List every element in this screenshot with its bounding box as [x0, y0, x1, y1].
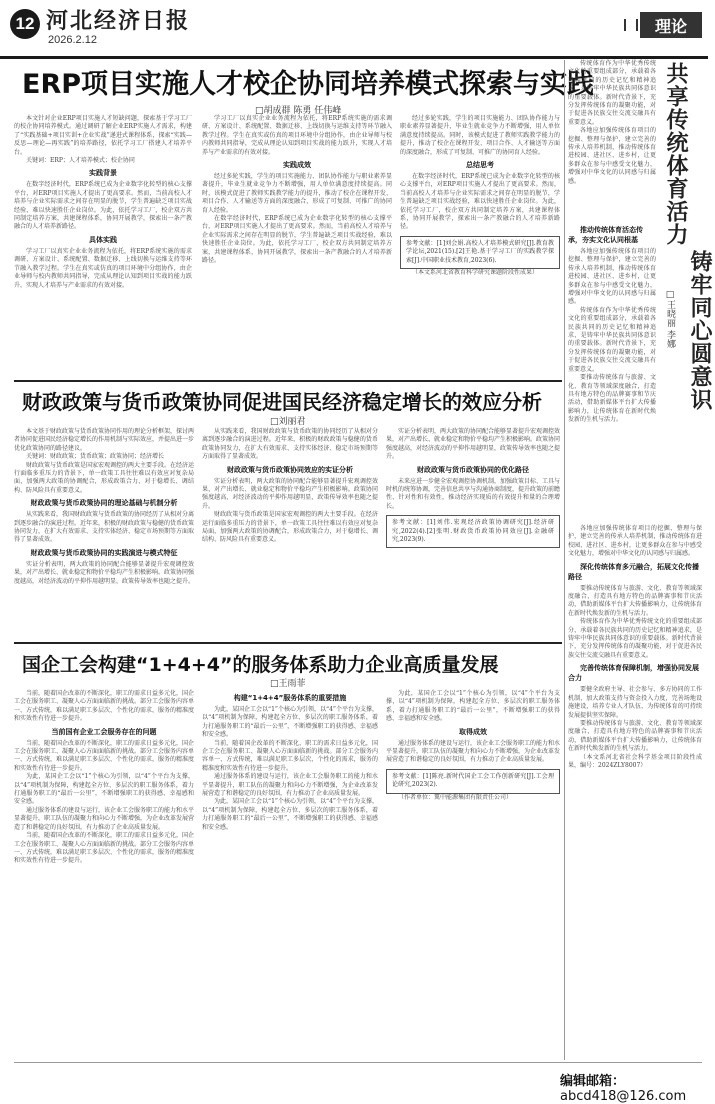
article2-section-4: 财政政策与货币政策协同的优化路径: [417, 465, 529, 474]
editor-email[interactable]: abcd418@126.com: [560, 1089, 687, 1104]
article1-references: 参考文献：[1]刘会娟.高校人才培养模式研究[J].教育教学论坛,2021(15).[2]王艳.基于学习工厂的实践教学探索[J].中国职业技术教育,2023(6).: [400, 236, 560, 269]
article2-body-c-col1: 实证分析表明，两大政策的协同配合能够显著提升宏观调控效果，对产出增长、就业稳定和物价平稳均产生积极影响。政策协同强度越高，对经济波动的平抑作用越明显，政策传导效率也随之提升。: [14, 560, 195, 585]
article3-body-c: 通过服务体系的建设与运行，该企业工会服务职工的能力和水平显著提升，职工队伍的凝聚力和向心力不断增强，为企业改革发展营造了和谐稳定的良好氛围，有力推动了企业高质量发展。: [386, 739, 561, 764]
article1-abstract: 本文针对企业ERP项目实施人才短缺问题，探索基于学习工厂的校企协同培养模式。通过调研了解企业ERP实施人才需求，构建了“实践基础+项目实训+企业实战”递进式课程体系，探索“实践—反思—理论—再实践”的培养路径，依托学习工厂搭建人才培养平台。: [14, 115, 192, 156]
article2-body-c-cont: 实证分析表明，两大政策的协同配合能够显著提升宏观调控效果，对产出增长、就业稳定和物价平稳均产生积极影响。政策协同强度越高，对经济波动的平抑作用越明显，政策传导效率也随之提升。: [386, 428, 561, 461]
article2-abstract: 本文基于财政政策与货币政策协同作用的理论分析框架，探讨两者协同促进国民经济稳定增长的作用机制与实际效应，并提出进一步优化政策协同的路径建议。: [14, 428, 195, 452]
divider: [14, 642, 562, 644]
side-col-bottom: [568, 525, 702, 1060]
article2-references: 参考文献：[1]刘伟.宏观经济政策协调研究[J].经济研究,2022(4).[2]张明.财政货币政策协同效应[J].金融研究,2023(9).: [386, 515, 560, 548]
article3-body-a-more: 当前，随着国企改革的不断深化，职工的需求日益多元化，国企工会在服务职工、凝聚人心方面面临新的挑战。部分工会服务内容单一、方式传统，难以满足职工多层次、个性化的需求，服务的精准度和实效性有待进一步提升。: [14, 832, 195, 865]
article1-body-c-cont: 经过多轮实践，学生的项目实施能力、团队协作能力与职业素养显著提升，毕业生就业竞争力不断增强，用人单位满意度持续提高。同时，该模式促进了教师实践教学能力的提升，推动了校企在课程开发、项目合作、人才输送等方面的深度融合，形成了可复制、可推广的协同育人经验。: [400, 115, 560, 156]
side-body-d: 要健全政府主导、社会参与、多方协同的工作机制，加大政策支持与资金投入力度，完善场地设施建设，培养专业人才队伍，为传统体育的可持续发展提供坚实保障。: [568, 686, 702, 719]
article3-title: 国企工会构建“1+4+4”的服务体系助力企业高质量发展: [22, 654, 499, 676]
side-body-b: 各地应加强传统体育项目的挖掘、整理与保护，建立完善的传承人培养机制，推动传统体育进校园、进社区、进乡村，让更多群众在参与中感受文化魅力，增强对中华文化的认同感与归属感。: [568, 248, 656, 306]
divider: [14, 380, 562, 382]
article3-section-3: 取得成效: [459, 727, 487, 736]
article3-body-c-col2: 通过服务体系的建设与运行，该企业工会服务职工的能力和水平显著提升，职工队伍的凝聚力和向心力不断增强，为企业改革发展营造了和谐稳定的良好氛围，有力推动了企业高质量发展。: [202, 773, 378, 798]
footer-rule: [14, 1062, 702, 1063]
article2-body-d: 未来应进一步健全宏观调控协调机制，加强政策目标、工具与时机的统筹协调，完善信息共享与沟通协商制度，提升政策的前瞻性、针对性和有效性，推动经济实现质的有效提升和量的合理增长。: [386, 477, 561, 510]
article3-references: 参考文献：[1]陈亮.新时代国企工会工作创新研究[J].工会理论研究,2023(2).: [386, 769, 560, 794]
side-title-line1: 共享传统体育活力: [663, 62, 688, 246]
article3-body-a: 当前，随着国企改革的不断深化，职工的需求日益多元化，国企工会在服务职工、凝聚人心方面面临新的挑战。部分工会服务内容单一、方式传统，难以满足职工多层次、个性化的需求，服务的精准度和实效性有待进一步提升。: [14, 690, 195, 723]
side-title-line2: 铸牢同心圆意识: [687, 250, 712, 411]
article1-body-a-more: 在数字经济时代，ERP系统已成为企业数字化转型的核心支撑平台，对ERP项目实施人才提出了更高要求。然而，当前高校人才培养与企业实际需求之间存在明显的脱节，学生普遍缺乏项目实战经验，难以快速胜任企业岗位。为此，依托学习工厂，校企双方共同制定培养方案，共建课程体系，协同开展教学，探索出一条产教融合的人才培养新路径。: [400, 173, 560, 231]
article1-title: ERP项目实施人才校企协同培养模式探索与实践: [22, 69, 595, 100]
article2-col3: [386, 428, 560, 638]
article1-section-1: 实践背景: [89, 169, 117, 178]
article1-fund: （本文系河北省教育科学研究课题阶段性成果）: [412, 269, 539, 277]
article2-col2: [202, 428, 378, 638]
article1-body-a-cont: 在数字经济时代，ERP系统已成为企业数字化转型的核心支撑平台，对ERP项目实施人才提出了更高要求。然而，当前高校人才培养与企业实际需求之间存在明显的脱节，学生普遍缺乏项目实战经验，难以快速胜任企业岗位。为此，依托学习工厂，校企双方共同制定培养方案，共建课程体系，协同开展教学，探索出一条产教融合的人才培养新路径。: [202, 215, 392, 265]
side-section-1: 推动传统体育活态传承，夯实文化认同根基: [568, 226, 643, 244]
side-fund: （本文系河北省社会科学基金项目阶段性成果，编号：2024ZLY8007）: [568, 753, 702, 769]
article2-body-c: 实证分析表明，两大政策的协同配合能够显著提升宏观调控效果，对产出增长、就业稳定和物价平稳均产生积极影响。政策协同强度越高，对经济波动的平抑作用越明显，政策传导效率也随之提升。: [202, 477, 378, 510]
article2-title: 财政政策与货币政策协同促进国民经济稳定增长的效应分析: [22, 390, 542, 414]
article1-section-2: 具体实践: [89, 235, 117, 244]
article1-byline: □胡成群 陈勇 任伟峰: [255, 106, 342, 116]
article2-body-b-cont: 从实践来看，我国财政政策与货币政策的协同经历了从相对分离到逐步融合的演进过程。近年来，积极的财政政策与稳健的货币政策协同发力，在扩大有效需求、支持实体经济、稳定市场预期等方面取得了显著成效。: [202, 428, 378, 461]
article3-section-2: 构建“1+4+4”服务体系的重要措施: [233, 694, 347, 702]
section-label: 理论: [640, 12, 702, 38]
article2-section-1: 财政政策与货币政策协同的理论基础与机制分析: [30, 499, 178, 508]
article3-col2: [202, 690, 378, 1060]
paper-name: 河北经济日报: [46, 8, 191, 34]
masthead: [0, 0, 708, 59]
article2-section-3: 财政政策与货币政策协同效应的实证分析: [227, 465, 353, 474]
side-body-b-top: 各地应加强传统体育项目的挖掘、整理与保护，建立完善的传承人培养机制，推动传统体育进校园、进社区、进乡村，让更多群众在参与中感受文化魅力，增强对中华文化的认同感与归属感。: [568, 127, 656, 185]
article2-section-2: 财政政策与货币政策协同的实践演进与模式特征: [30, 548, 178, 557]
article3-col3: [386, 690, 560, 1060]
article1-keywords: 关键词：ERP；人才培养模式；校企协同: [26, 157, 135, 165]
article3-body-b-more: 为此，某国企工会以“1”个核心为引领，以“4”个平台为支撑，以“4”项机制为保障，构建起全方位、多层次的职工服务体系，着力打通服务职工的“最后一公里”，不断增强职工的获得感、幸福感和安全感。: [202, 798, 378, 831]
article3-body-b: 为此，某国企工会以“1”个核心为引领，以“4”个平台为支撑，以“4”项机制为保障，构建起全方位、多层次的职工服务体系，着力打通服务职工的“最后一公里”，不断增强职工的获得感、幸福感和安全感。: [202, 706, 378, 739]
side-section-2: 深化传统体育多元融合，拓展文化传播路径: [568, 562, 699, 581]
article2-keywords: 关键词：财政政策；货币政策；政策协同；经济增长: [26, 453, 165, 461]
side-body-b-bottom: 各地应加强传统体育项目的挖掘、整理与保护，建立完善的传承人培养机制，推动传统体育进校园、进社区、进乡村，让更多群众在参与中感受文化魅力，增强对中华文化的认同感与归属感。: [568, 525, 702, 558]
side-col-top: [568, 60, 656, 220]
article1-col2: [202, 115, 392, 377]
side-body-a: 传统体育作为中华优秀传统文化的重要组成部分，承载着各民族共同的历史记忆和精神追求，是铸牢中华民族共同体意识的重要载体。新时代背景下，充分发挥传统体育的凝聚功能，对于促进各民族交往交流交融具有重要意义。: [568, 60, 656, 126]
article1-col1: [14, 115, 192, 330]
article1-body-b-cont: 学习工厂以真实企业业务流程为依托，将ERP系统实施的需求调研、方案设计、系统配置、数据迁移、上线切换与运维支持等环节融入教学过程。学生在真实或仿真的项目环境中分组协作，由企业导师与校内教师共同指导，完成从理论认知到项目实战的能力跃升，实现人才培养与产业需求的有效对接。: [202, 115, 392, 156]
editor-label: 编辑邮箱：: [560, 1074, 626, 1089]
side-body-a-cont: 传统体育作为中华优秀传统文化的重要组成部分，承载着各民族共同的历史记忆和精神追求，是铸牢中华民族共同体意识的重要载体。新时代背景下，充分发挥传统体育的凝聚功能，对于促进各民族交往交流交融具有重要意义。: [568, 306, 656, 373]
article1-body-b: 学习工厂以真实企业业务流程为依托，将ERP系统实施的需求调研、方案设计、系统配置、数据迁移、上线切换与运维支持等环节融入教学过程。学生在真实或仿真的项目环境中分组协作，由企业导师与校内教师共同指导，完成从理论认知到项目实战的能力跃升，实现人才培养与产业需求的有效对接。: [14, 247, 192, 289]
editor-contact: [560, 1070, 708, 1104]
decorative-stripe: [624, 19, 638, 31]
article1-section-4: 总结思考: [466, 161, 494, 170]
article2-body-a: 财政政策与货币政策是国家宏观调控的两大主要手段。在经济运行面临多重压力的背景下，单一政策工具往往难以有效应对复杂局面，加强两大政策的协调配合，形成政策合力，对于稳增长、调结构、防风险具有重要意义。: [14, 461, 195, 494]
article3-body-c-col1: 通过服务体系的建设与运行，该企业工会服务职工的能力和水平显著提升，职工队伍的凝聚力和向心力不断增强，为企业改革发展营造了和谐稳定的良好氛围，有力推动了企业高质量发展。: [14, 806, 195, 831]
side-body-c: 要推动传统体育与旅游、文化、教育等领域深度融合，打造具有地方特色的品牌赛事和节庆活动，借助新媒体平台扩大传播影响力，让传统体育在新时代焕发新的生机与活力。: [568, 584, 702, 617]
page-number: 12: [10, 9, 40, 39]
issue-date: 2026.2.12: [48, 34, 97, 46]
article2-body-a-cont: 财政政策与货币政策是国家宏观调控的两大主要手段。在经济运行面临多重压力的背景下，单一政策工具往往难以有效应对复杂局面，加强两大政策的协调配合，形成政策合力，对于稳增长、调结构、防风险具有重要意义。: [202, 511, 378, 544]
side-section-3: 完善传统体育保障机制，增强协同发展合力: [568, 664, 699, 683]
side-body-a-bottom: 传统体育作为中华优秀传统文化的重要组成部分，承载着各民族共同的历史记忆和精神追求，是铸牢中华民族共同体意识的重要载体。新时代背景下，充分发挥传统体育的凝聚功能，对于促进各民族交往交流交融具有重要意义。: [568, 618, 702, 659]
article1-col3: [400, 115, 560, 377]
article2-body-b: 从实践来看，我国财政政策与货币政策的协同经历了从相对分离到逐步融合的演进过程。近年来，积极的财政政策与稳健的货币政策协同发力，在扩大有效需求、支持实体经济、稳定市场预期等方面取得了显著成效。: [14, 511, 195, 544]
article1-body-a: 在数字经济时代，ERP系统已成为企业数字化转型的核心支撑平台，对ERP项目实施人才提出了更高要求。然而，当前高校人才培养与企业实际需求之间存在明显的脱节，学生普遍缺乏项目实战经验，难以快速胜任企业岗位。为此，依托学习工厂，校企双方共同制定培养方案，共建课程体系，协同开展教学，探索出一条产教融合的人才培养新路径。: [14, 181, 192, 231]
column-divider: [564, 60, 565, 1060]
side-col-mid: [568, 222, 656, 522]
article1-body-c: 经过多轮实践，学生的项目实施能力、团队协作能力与职业素养显著提升，毕业生就业竞争力不断增强，用人单位满意度持续提高。同时，该模式促进了教师实践教学能力的提升，推动了校企在课程开发、项目合作、人才输送等方面的深度融合，形成了可复制、可推广的协同育人经验。: [202, 173, 392, 214]
article3-col1: [14, 690, 194, 1060]
side-body-c-mid: 要推动传统体育与旅游、文化、教育等领域深度融合，打造具有地方特色的品牌赛事和节庆活动，借助新媒体平台扩大传播影响力，让传统体育在新时代焕发新的生机与活力。: [568, 374, 656, 424]
article1-section-3: 实践成效: [283, 161, 311, 170]
article3-body-b-cont: 为此，某国企工会以“1”个核心为引领，以“4”个平台为支撑，以“4”项机制为保障，构建起全方位、多层次的职工服务体系，着力打通服务职工的“最后一公里”，不断增强职工的获得感、幸福感和安全感。: [386, 690, 560, 723]
article2-byline: □刘丽君: [270, 417, 306, 427]
article3-author-note: （作者单位：冀中能源集团有限责任公司）: [398, 793, 513, 801]
article3-body-a-cont: 当前，随着国企改革的不断深化，职工的需求日益多元化，国企工会在服务职工、凝聚人心方面面临新的挑战。部分工会服务内容单一、方式传统，难以满足职工多层次、个性化的需求，服务的精准度和实效性有待进一步提升。: [14, 739, 195, 772]
side-body-c-bottom: 要推动传统体育与旅游、文化、教育等领域深度融合，打造具有地方特色的品牌赛事和节庆活动，借助新媒体平台扩大传播影响力，让传统体育在新时代焕发新的生机与活力。: [568, 719, 702, 753]
article3-byline: □王雨菲: [270, 679, 306, 689]
side-byline: □王晓丽 李娜: [665, 290, 675, 348]
article2-col1: [14, 428, 194, 638]
article3-body-a-col2: 当前，随着国企改革的不断深化，职工的需求日益多元化，国企工会在服务职工、凝聚人心方面面临新的挑战。部分工会服务内容单一、方式传统，难以满足职工多层次、个性化的需求，服务的精准度和实效性有待进一步提升。: [202, 739, 378, 772]
article3-section-1: 当前国有企业工会服务存在的问题: [51, 727, 157, 736]
article3-body-b-col1: 为此，某国企工会以“1”个核心为引领，以“4”个平台为支撑，以“4”项机制为保障，构建起全方位、多层次的职工服务体系，着力打通服务职工的“最后一公里”，不断增强职工的获得感、幸福感和安全感。: [14, 773, 194, 806]
